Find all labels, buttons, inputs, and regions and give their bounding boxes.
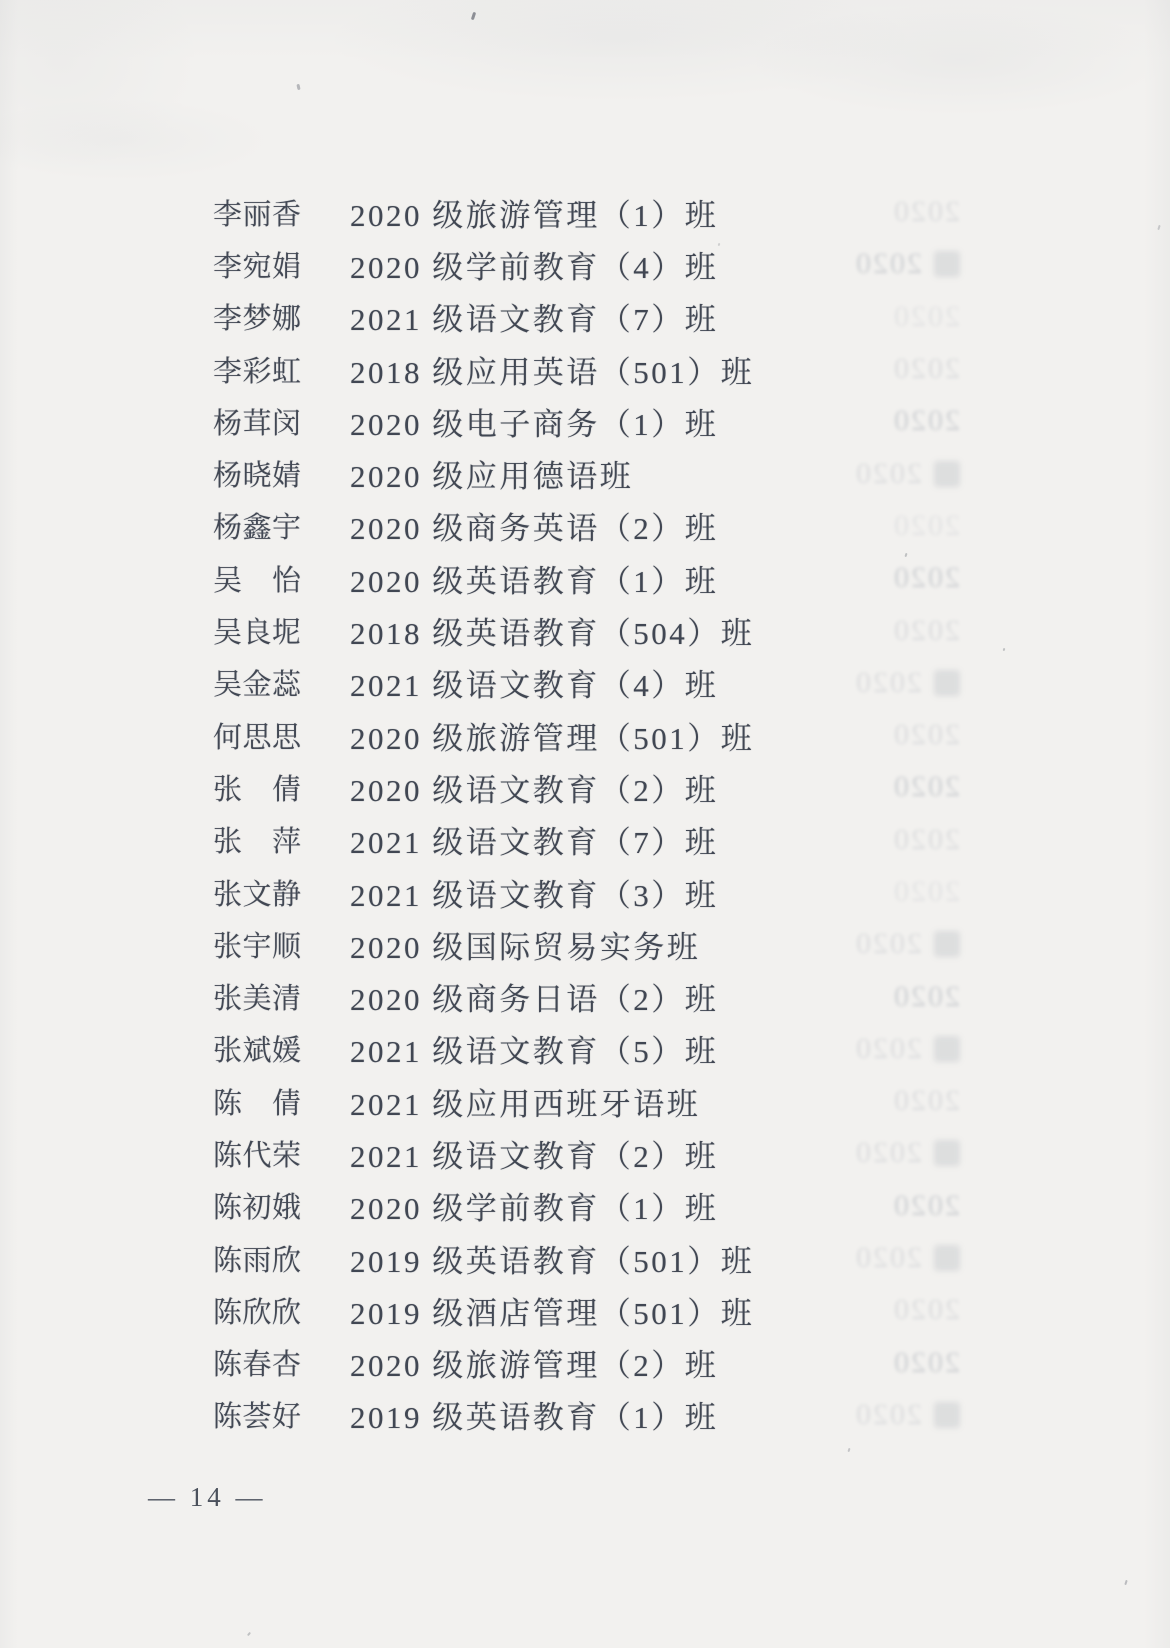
class-name: 2020 级旅游管理（501）班 [350, 720, 755, 756]
scan-speck [471, 12, 476, 21]
bleedthrough-text: 2020 [892, 718, 960, 752]
student-name: 陈代荣 [213, 1139, 301, 1172]
class-name: 2021 级语文教育（3）班 [350, 877, 719, 913]
class-name: 2020 级英语教育（1）班 [350, 563, 719, 599]
class-name: 2020 级旅游管理（2）班 [350, 1348, 719, 1384]
bleedthrough-text: 2020 [854, 1136, 922, 1170]
bleedthrough-text: 2020 [854, 456, 922, 490]
class-name: 2021 级语文教育（5）班 [350, 1034, 719, 1070]
bleedthrough-row [745, 604, 960, 656]
bleedthrough-row [745, 238, 960, 290]
student-name: 何思思 [213, 721, 301, 754]
bleedthrough-row [745, 918, 960, 970]
roster-row [0, 970, 754, 1022]
student-name: 陈春杏 [213, 1349, 301, 1382]
roster-row [0, 814, 754, 866]
class-name: 2020 级学前教育（4）班 [350, 249, 719, 285]
student-name: 陈初娥 [213, 1192, 301, 1225]
student-name: 吴金蕊 [213, 669, 301, 702]
roster-row [0, 186, 754, 238]
bleedthrough-text: 2020 [892, 822, 960, 856]
student-name: 吴 怡 [213, 564, 301, 597]
roster-row [0, 291, 754, 343]
bleedthrough-row [745, 1337, 960, 1389]
bleedthrough-row [745, 866, 960, 918]
roster-row [0, 1127, 754, 1179]
student-name: 陈雨欣 [213, 1244, 301, 1277]
roster-row [0, 1180, 754, 1232]
class-name: 2021 级语文教育（4）班 [350, 668, 719, 704]
bleedthrough-text: 2020 [892, 875, 960, 908]
bleedthrough-row [745, 1232, 960, 1284]
roster-row [0, 1075, 754, 1127]
roster-row [0, 1232, 754, 1284]
bleedthrough-row [745, 500, 960, 552]
roster-row [0, 866, 754, 918]
student-name: 李丽香 [213, 198, 301, 231]
student-name: 张宇顺 [213, 930, 301, 963]
bleedthrough-row [745, 814, 960, 866]
scan-speck [1157, 225, 1160, 230]
class-name: 2020 级学前教育（1）班 [350, 1191, 719, 1227]
page-number: — 14 — [148, 1482, 267, 1512]
bleedthrough-text: 2020 [892, 1188, 960, 1222]
roster-row [0, 604, 754, 656]
class-name: 2018 级英语教育（504）班 [350, 616, 755, 652]
class-name: 2018 级应用英语（501）班 [350, 354, 755, 390]
scan-speck [847, 1448, 850, 1452]
bleedthrough-text: 2020 [892, 352, 960, 386]
bleedthrough-text: 2020 [892, 508, 960, 542]
student-name: 张文静 [213, 878, 301, 911]
scan-speck [904, 553, 907, 557]
class-name: 2020 级应用德语班 [350, 459, 634, 495]
roster-row [0, 657, 754, 709]
student-name: 陈 倩 [213, 1087, 301, 1120]
bleedthrough-text: 2020 [854, 1031, 922, 1065]
class-name: 2020 级语文教育（2）班 [350, 772, 719, 808]
scan-speck [247, 1632, 251, 1636]
student-name: 张斌媛 [213, 1035, 301, 1068]
class-name: 2020 级商务英语（2）班 [350, 511, 719, 547]
roster-row [0, 552, 754, 604]
bleedthrough-text: 2020 [892, 1084, 960, 1118]
roster-row [0, 238, 754, 290]
bleedthrough-row [745, 1127, 960, 1179]
scan-speck [296, 84, 300, 90]
student-name: 李彩虹 [213, 355, 301, 388]
student-name: 吴良坭 [213, 617, 301, 650]
class-name: 2020 级旅游管理（1）班 [350, 197, 719, 233]
roster-row [0, 761, 754, 813]
student-name: 张 萍 [213, 826, 301, 859]
roster-row [0, 1023, 754, 1075]
bleedthrough-text: 2020 [892, 1293, 960, 1327]
bleedthrough-text: 2020 [892, 979, 960, 1013]
class-name: 2020 级国际贸易实务班 [350, 929, 701, 965]
roster-row [0, 1337, 754, 1389]
bleedthrough-row [745, 395, 960, 447]
student-name: 李宛娟 [213, 250, 301, 283]
student-name: 张 倩 [213, 773, 301, 806]
bleedthrough-row [745, 970, 960, 1022]
roster-list [0, 186, 754, 1441]
student-name: 张美清 [213, 983, 301, 1016]
roster-row [0, 395, 754, 447]
bleedthrough-text: 2020 [854, 927, 922, 961]
student-name: 陈荟好 [213, 1401, 301, 1434]
bleedthrough-row [745, 291, 960, 343]
student-name: 杨晓婧 [213, 460, 301, 493]
bleedthrough-text: 2020 [892, 195, 960, 229]
bleedthrough-text: 2020 [854, 1397, 922, 1431]
bleedthrough-row [745, 761, 960, 813]
bleedthrough-row [745, 657, 960, 709]
bleedthrough-row [745, 1023, 960, 1075]
bleedthrough-row [745, 1075, 960, 1127]
class-name: 2021 级应用西班牙语班 [350, 1086, 701, 1122]
bleedthrough-column [745, 186, 960, 1441]
bleedthrough-text: 2020 [892, 1345, 960, 1379]
bleedthrough-text: 2020 [892, 561, 960, 595]
student-name: 陈欣欣 [213, 1296, 301, 1329]
bleedthrough-row [745, 1284, 960, 1336]
roster-row [0, 918, 754, 970]
class-name: 2019 级酒店管理（501）班 [350, 1295, 755, 1331]
student-name: 杨鑫宇 [213, 512, 301, 545]
bleedthrough-text: 2020 [892, 613, 960, 647]
roster-row [0, 447, 754, 499]
class-name: 2019 级英语教育（1）班 [350, 1400, 719, 1436]
class-name: 2021 级语文教育（2）班 [350, 1138, 719, 1174]
class-name: 2020 级商务日语（2）班 [350, 982, 719, 1018]
bleedthrough-row [745, 447, 960, 499]
class-name: 2021 级语文教育（7）班 [350, 302, 719, 338]
bleedthrough-row [745, 709, 960, 761]
bleedthrough-text: 2020 [892, 404, 960, 438]
scan-speck [1124, 1580, 1127, 1585]
bleedthrough-text: 2020 [892, 770, 960, 804]
roster-row [0, 709, 754, 761]
bleedthrough-text: 2020 [892, 299, 960, 333]
bleedthrough-text: 2020 [854, 1241, 922, 1275]
bleedthrough-text: 2020 [854, 665, 922, 699]
bleedthrough-row [745, 186, 960, 238]
class-name: 2019 级英语教育（501）班 [350, 1243, 755, 1279]
bleedthrough-row [745, 1180, 960, 1232]
bleedthrough-row [745, 552, 960, 604]
roster-row [0, 343, 754, 395]
class-name: 2021 级语文教育（7）班 [350, 825, 719, 861]
roster-row [0, 1284, 754, 1336]
student-name: 杨茸闵 [213, 407, 301, 440]
class-name: 2020 级电子商务（1）班 [350, 406, 719, 442]
roster-row [0, 1389, 754, 1441]
bleedthrough-text: 2020 [854, 247, 922, 281]
bleedthrough-row [745, 1389, 960, 1441]
bleedthrough-row [745, 343, 960, 395]
student-name: 李梦娜 [213, 303, 301, 336]
scan-speck [1003, 648, 1006, 651]
roster-row [0, 500, 754, 552]
